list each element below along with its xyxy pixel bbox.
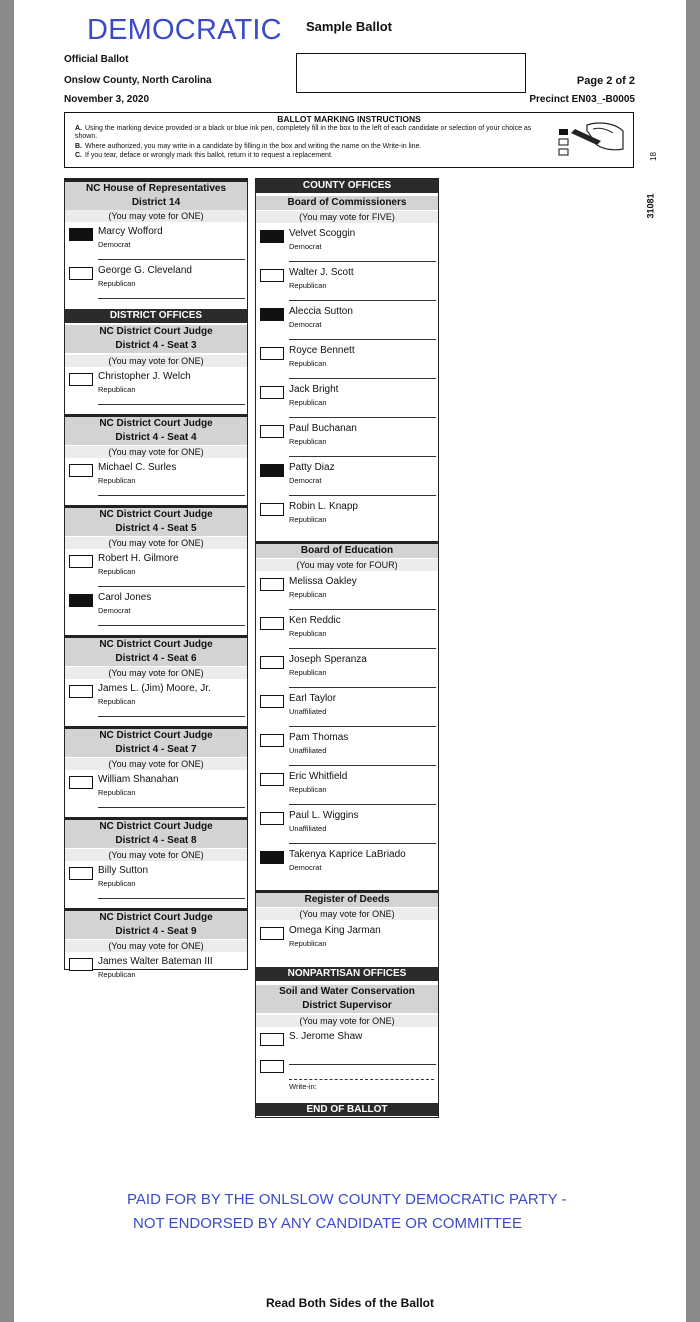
- vote-for-deeds: (You may vote for ONE): [256, 908, 438, 920]
- candidate-melissa-oakley[interactable]: Melissa Oakley Republican: [256, 573, 438, 611]
- vote-for-soil-water: (You may vote for ONE): [256, 1015, 438, 1027]
- candidate-earl-taylor[interactable]: Earl Taylor Unaffiliated: [256, 690, 438, 728]
- vote-for-seat-4: (You may vote for ONE): [65, 446, 247, 458]
- nonpartisan-offices-heading: NONPARTISAN OFFICES: [256, 967, 438, 981]
- election-date: November 3, 2020: [64, 94, 150, 105]
- page-indicator: Page 2 of 2: [576, 75, 635, 87]
- paid-for-line-1: PAID FOR BY THE ONLSLOW COUNTY DEMOCRATIC PARTY -: [127, 1191, 567, 1208]
- vote-for-seat-3: (You may vote for ONE): [65, 355, 247, 367]
- paid-for-line-2: NOT ENDORSED BY ANY CANDIDATE OR COMMITTEE: [133, 1215, 522, 1232]
- vote-for-education: (You may vote for FOUR): [256, 559, 438, 571]
- ballot-page: [14, 0, 686, 1322]
- contest-header-seat-9: NC District Court Judge District 4 - Seat 9: [65, 908, 247, 939]
- precinct-label: Precinct EN03_-B0005: [529, 94, 635, 105]
- candidate-paul-buchanan[interactable]: Paul Buchanan Republican: [256, 420, 438, 458]
- vote-for-seat-7: (You may vote for ONE): [65, 758, 247, 770]
- vote-oval[interactable]: [260, 425, 284, 438]
- candidate-joseph-speranza[interactable]: Joseph Speranza Republican: [256, 651, 438, 689]
- vote-oval[interactable]: [69, 867, 93, 880]
- candidate-ken-reddic[interactable]: Ken Reddic Republican: [256, 612, 438, 650]
- vote-oval[interactable]: [260, 1060, 284, 1073]
- hand-marking-icon: [557, 119, 627, 161]
- instruction-a: A. Using the marking device provided or a black or blue ink pen, completely fill in the box to the left of each candidate or selection of your choice as shown.: [75, 125, 532, 140]
- vote-oval[interactable]: [260, 734, 284, 747]
- vote-oval[interactable]: [69, 776, 93, 789]
- candidate-takenya-labriado[interactable]: Takenya Kaprice LaBriado Democrat: [256, 846, 438, 884]
- vote-oval[interactable]: [260, 773, 284, 786]
- candidate-marcy-wofford[interactable]: Marcy Wofford Democrat: [65, 223, 247, 261]
- vote-oval[interactable]: [260, 578, 284, 591]
- candidate-omega-jarman[interactable]: Omega King Jarman Republican: [256, 922, 438, 960]
- vote-oval[interactable]: [260, 927, 284, 940]
- ballot-number-box: [296, 53, 526, 93]
- county-label: Onslow County, North Carolina: [64, 75, 212, 86]
- vote-oval[interactable]: [260, 695, 284, 708]
- contest-header-soil-water: Soil and Water Conservation District Supervisor: [256, 985, 438, 1013]
- vote-oval[interactable]: [260, 386, 284, 399]
- candidate-velvet-scoggin[interactable]: Velvet Scoggin Democrat: [256, 225, 438, 263]
- candidate-eric-whitfield[interactable]: Eric Whitfield Republican: [256, 768, 438, 806]
- vote-for-seat-5: (You may vote for ONE): [65, 537, 247, 549]
- vote-oval[interactable]: [260, 269, 284, 282]
- vote-oval[interactable]: [260, 812, 284, 825]
- candidate-aleccia-sutton[interactable]: Aleccia Sutton Democrat: [256, 303, 438, 341]
- contest-header-deeds: Register of Deeds: [256, 890, 438, 907]
- vote-for-seat-6: (You may vote for ONE): [65, 667, 247, 679]
- candidate-robert-gilmore[interactable]: Robert H. Gilmore Republican: [65, 550, 247, 588]
- write-in-label: Write-in:: [289, 1082, 317, 1091]
- contest-header-house: NC House of Representatives District 14: [65, 179, 247, 210]
- vote-for-commissioners: (You may vote for FIVE): [256, 211, 438, 223]
- candidate-george-cleveland[interactable]: George G. Cleveland Republican: [65, 262, 247, 300]
- vote-oval[interactable]: [69, 373, 93, 386]
- instruction-b: B. Where authorized, you may write in a candidate by filling in the box and writing the name on the Write-in line.: [75, 143, 422, 150]
- instruction-c: C. If you tear, deface or wrongly mark this ballot, return it to request a replacement.: [75, 152, 333, 159]
- vote-oval[interactable]: [69, 958, 93, 971]
- vote-oval[interactable]: [260, 617, 284, 630]
- vote-oval[interactable]: [260, 230, 284, 243]
- vote-oval[interactable]: [69, 555, 93, 568]
- candidate-william-shanahan[interactable]: William Shanahan Republican: [65, 771, 247, 809]
- candidate-billy-sutton[interactable]: Billy Sutton Republican: [65, 862, 247, 900]
- read-both-sides: Read Both Sides of the Ballot: [265, 1296, 434, 1310]
- candidate-pam-thomas[interactable]: Pam Thomas Unaffiliated: [256, 729, 438, 767]
- write-in-option[interactable]: [256, 1055, 438, 1093]
- contest-header-seat-5: NC District Court Judge District 4 - Seat 5: [65, 505, 247, 536]
- vote-oval[interactable]: [260, 464, 284, 477]
- contest-header-commissioners: Board of Commissioners: [256, 196, 438, 210]
- county-offices-heading: COUNTY OFFICES: [256, 179, 438, 193]
- vote-oval[interactable]: [260, 1033, 284, 1046]
- candidate-christopher-welch[interactable]: Christopher J. Welch Republican: [65, 368, 247, 406]
- vote-oval[interactable]: [260, 347, 284, 360]
- candidate-royce-bennett[interactable]: Royce Bennett Republican: [256, 342, 438, 380]
- sample-ballot-label: Sample Ballot: [306, 19, 392, 34]
- vote-oval[interactable]: [260, 308, 284, 321]
- vote-oval[interactable]: [69, 267, 93, 280]
- candidate-james-moore[interactable]: James L. (Jim) Moore, Jr. Republican: [65, 680, 247, 718]
- candidate-robin-knapp[interactable]: Robin L. Knapp Republican: [256, 498, 438, 536]
- candidate-carol-jones[interactable]: Carol Jones Democrat: [65, 589, 247, 627]
- contest-header-seat-6: NC District Court Judge District 4 - Seat 6: [65, 635, 247, 666]
- column-2: [255, 178, 439, 1118]
- party-heading: DEMOCRATIC: [87, 14, 282, 46]
- candidate-patty-diaz[interactable]: Patty Diaz Democrat: [256, 459, 438, 497]
- candidate-walter-scott[interactable]: Walter J. Scott Republican: [256, 264, 438, 302]
- vote-oval[interactable]: [69, 594, 93, 607]
- candidate-jerome-shaw[interactable]: S. Jerome Shaw: [256, 1028, 438, 1066]
- official-ballot-label: Official Ballot: [64, 54, 129, 65]
- end-of-ballot: END OF BALLOT: [256, 1103, 438, 1116]
- vote-for-seat-8: (You may vote for ONE): [65, 849, 247, 861]
- vote-for-house: (You may vote for ONE): [65, 210, 247, 222]
- candidate-paul-wiggins[interactable]: Paul L. Wiggins Unaffiliated: [256, 807, 438, 845]
- contest-header-seat-4: NC District Court Judge District 4 - Seat 4: [65, 414, 247, 445]
- vote-oval[interactable]: [69, 464, 93, 477]
- instructions-title: BALLOT MARKING INSTRUCTIONS: [277, 114, 421, 124]
- contest-header-seat-7: NC District Court Judge District 4 - Seat 7: [65, 726, 247, 757]
- vote-oval[interactable]: [260, 503, 284, 516]
- candidate-james-bateman[interactable]: James Walter Bateman III Republican: [65, 953, 247, 969]
- vote-oval[interactable]: [69, 685, 93, 698]
- contest-header-education: Board of Education: [256, 541, 438, 558]
- candidate-jack-bright[interactable]: Jack Bright Republican: [256, 381, 438, 419]
- candidate-michael-surles[interactable]: Michael C. Surles Republican: [65, 459, 247, 497]
- column-1: [64, 178, 248, 979]
- ballot-code: 31081: [645, 193, 656, 219]
- vote-oval[interactable]: [69, 228, 93, 241]
- marking-instructions: [64, 112, 634, 168]
- side-number: 18: [649, 152, 659, 161]
- vote-oval[interactable]: [260, 656, 284, 669]
- vote-oval[interactable]: [260, 851, 284, 864]
- contest-header-seat-3: NC District Court Judge District 4 - Seat 3: [65, 325, 247, 353]
- vote-for-seat-9: (You may vote for ONE): [65, 940, 247, 952]
- contest-header-seat-8: NC District Court Judge District 4 - Seat 8: [65, 817, 247, 848]
- district-offices-heading: DISTRICT OFFICES: [65, 309, 247, 323]
